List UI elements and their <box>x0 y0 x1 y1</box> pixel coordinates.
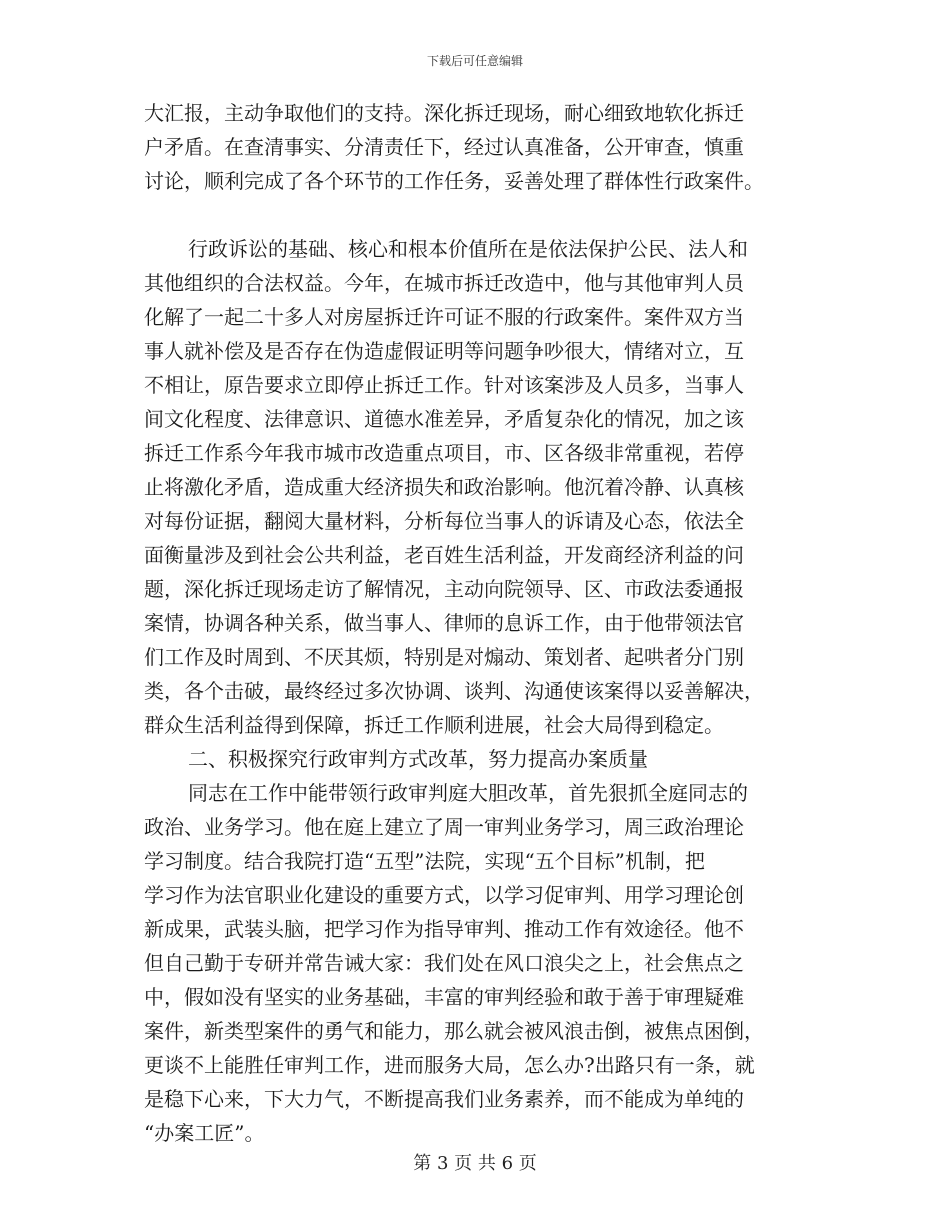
text-line: 化解了一起二十多人对房屋拆迁许可证不服的行政案件。案件双方当 <box>144 305 744 329</box>
text-line: 讨论，顺利完成了各个环节的工作任务，妥善处理了群体性行政案件。 <box>144 169 764 193</box>
text-line: 类，各个击破，最终经过多次协调、谈判、沟通使该案得以妥善解决， <box>144 679 764 703</box>
text-line: 案情，协调各种关系，做当事人、律师的息诉工作，由于他带领法官 <box>144 611 744 635</box>
text-line: 题，深化拆迁现场走访了解情况，主动向院领导、区、市政法委通报 <box>144 577 744 601</box>
text-line: 对每份证据，翻阅大量材料，分析每位当事人的诉请及心态，依法全 <box>144 509 744 533</box>
text-line: “办案工匠”。 <box>144 1121 265 1145</box>
paragraph-admin-litigation <box>144 232 806 742</box>
text-line: 大汇报，主动争取他们的支持。深化拆迁现场，耐心细致地软化拆迁 <box>144 101 744 125</box>
text-line: 拆迁工作系今年我市城市改造重点项目，市、区各级非常重视，若停 <box>144 441 744 465</box>
text-line: 案件，新类型案件的勇气和能力，那么就会被风浪击倒，被焦点困倒， <box>144 1019 764 1043</box>
paragraph-reform <box>144 776 806 1150</box>
document-body <box>144 96 806 1150</box>
text-line: 其他组织的合法权益。今年，在城市拆迁改造中，他与其他审判人员 <box>144 271 744 295</box>
text-line: 同志在工作中能带领行政审判庭大胆改革，首先狠抓全庭同志的 <box>188 781 748 805</box>
heading-text: 二、积极探究行政审判方式改革，努力提高办案质量 <box>188 747 648 771</box>
text-line: 事人就补偿及是否存在伪造虚假证明等问题争吵很大，情绪对立，互 <box>144 339 744 363</box>
text-line: 行政诉讼的基础、核心和根本价值所在是依法保护公民、法人和 <box>188 237 748 261</box>
page-number: 第 3 页 共 6 页 <box>413 1153 537 1174</box>
text-line: 但自己勤于专研并常告诫大家：我们处在风口浪尖之上，社会焦点之 <box>144 951 744 975</box>
text-line: 中，假如没有坚实的业务基础，丰富的审判经验和敢于善于审理疑难 <box>144 985 744 1009</box>
page-header: 下载后可任意编辑 <box>426 54 523 68</box>
text-line: 不相让，原告要求立即停止拆迁工作。针对该案涉及人员多，当事人 <box>144 373 744 397</box>
paragraph-gap <box>144 198 806 232</box>
text-line: 更谈不上能胜任审判工作，进而服务大局，怎么办?出路只有一条，就 <box>144 1053 755 1077</box>
text-line: 是稳下心来，下大力气，不断提高我们业务素养，而不能成为单纯的 <box>144 1087 744 1111</box>
text-line: 群众生活利益得到保障，拆迁工作顺利进展，社会大局得到稳定。 <box>144 713 724 737</box>
text-line: 学习作为法官职业化建设的重要方式，以学习促审判、用学习理论创 <box>144 883 744 907</box>
text-line: 新成果，武装头脑，把学习作为指导审判、推动工作有效途径。他不 <box>144 917 744 941</box>
text-line: 止将激化矛盾，造成重大经济损失和政治影响。他沉着冷静、认真核 <box>144 475 744 499</box>
text-line: 面衡量涉及到社会公共利益，老百姓生活利益，开发商经济利益的问 <box>144 543 744 567</box>
section-heading <box>144 742 806 776</box>
text-line: 间文化程度、法律意识、道德水准差异，矛盾复杂化的情况，加之该 <box>144 407 744 431</box>
paragraph-continuation <box>144 96 806 198</box>
text-line: 政治、业务学习。他在庭上建立了周一审判业务学习，周三政治理论 <box>144 815 744 839</box>
text-line: 们工作及时周到、不厌其烦，特别是对煽动、策划者、起哄者分门别 <box>144 645 744 669</box>
text-line: 学习制度。结合我院打造“五型”法院，实现“五个目标”机制，把 <box>144 849 705 873</box>
text-line: 户矛盾。在查清事实、分清责任下，经过认真准备，公开审查，慎重 <box>144 135 744 159</box>
